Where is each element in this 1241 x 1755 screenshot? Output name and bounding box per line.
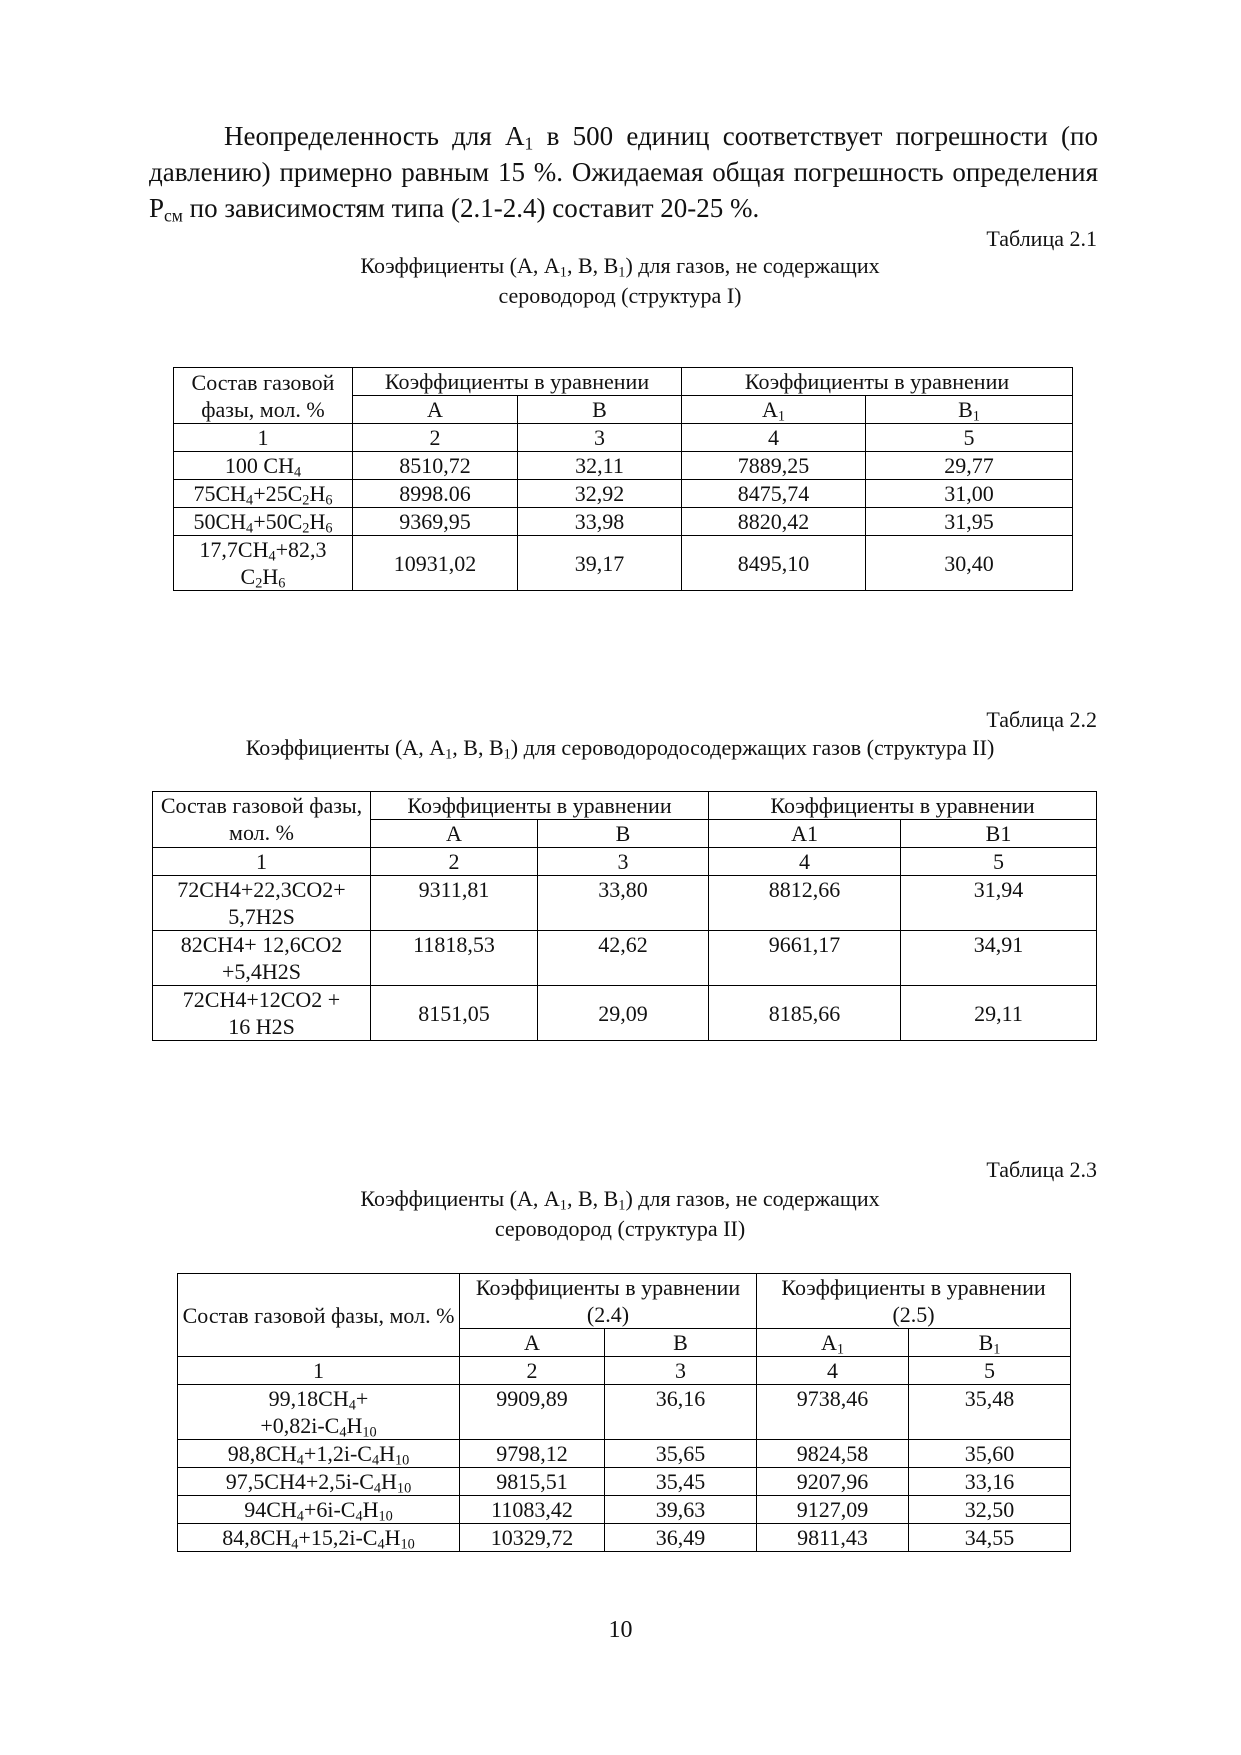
t3-r5-b: 36,49 bbox=[605, 1524, 757, 1552]
t3-r2-s3: 10 bbox=[395, 1452, 410, 1469]
t3-r3-p1: 97,5CH4+2,5i-C bbox=[225, 1469, 374, 1494]
t1-r1-a1: 7889,25 bbox=[682, 452, 866, 480]
t1-r2-p2: +25C bbox=[253, 481, 303, 506]
t3-r5-p1: 84,8CH bbox=[222, 1525, 292, 1550]
t3-r4-s2: 4 bbox=[355, 1508, 363, 1525]
table-row bbox=[174, 452, 1073, 480]
t3-num-4: 4 bbox=[757, 1357, 909, 1385]
t1-r4-s1: 4 bbox=[268, 548, 276, 565]
t2-r1-comp bbox=[153, 876, 371, 931]
t3-num-2: 2 bbox=[460, 1357, 605, 1385]
t1-r3-p2: +50C bbox=[253, 509, 303, 534]
table-row bbox=[178, 1524, 1071, 1552]
table2-title bbox=[120, 733, 1120, 763]
t2-r3-comp2: 16 H2S bbox=[228, 1014, 295, 1039]
t1-r4-b: 39,17 bbox=[518, 536, 682, 591]
t3-r3-a: 9815,51 bbox=[460, 1468, 605, 1496]
t3-r2-s2: 4 bbox=[371, 1452, 380, 1469]
t3-subheader-a1 bbox=[757, 1329, 909, 1357]
t2-title-sub1: 1 bbox=[445, 746, 453, 763]
t3-r4-b: 39,63 bbox=[605, 1496, 757, 1524]
t1-b1-sub: 1 bbox=[972, 408, 980, 425]
t1-title-mid: , В, В bbox=[566, 253, 619, 278]
t2-num-4: 4 bbox=[709, 848, 901, 876]
t3-r5-b1: 34,55 bbox=[909, 1524, 1071, 1552]
table-row bbox=[153, 986, 1097, 1041]
t3-title-tail: для газов, не содержащих bbox=[632, 1186, 880, 1211]
table-row bbox=[153, 876, 1097, 931]
t1-a1-letter: А bbox=[761, 397, 778, 422]
t3-r5-comp bbox=[178, 1524, 460, 1552]
table3-title bbox=[120, 1184, 1120, 1244]
t1-subheader-a: А bbox=[353, 396, 518, 424]
t3-title-sub1: 1 bbox=[559, 1197, 567, 1214]
t1-r2-p1: 75CH bbox=[193, 481, 247, 506]
t1-r2-b: 32,92 bbox=[518, 480, 682, 508]
t1-r2-s1: 4 bbox=[246, 492, 254, 509]
t1-num-4: 4 bbox=[682, 424, 866, 452]
t1-r1-c1: 100 CH bbox=[224, 453, 294, 478]
t3-r2-comp bbox=[178, 1440, 460, 1468]
t3-title-prefix: Коэффициенты (А, А bbox=[360, 1186, 560, 1211]
t1-subheader-b1 bbox=[866, 396, 1073, 424]
t3-r5-a: 10329,72 bbox=[460, 1524, 605, 1552]
t1-r2-p3: H bbox=[309, 481, 326, 506]
t1-r2-comp bbox=[174, 480, 353, 508]
t1-r3-a: 9369,95 bbox=[353, 508, 518, 536]
t2-header-group-a: Коэффициенты в уравнении bbox=[371, 792, 709, 820]
t3-header-group-b: Коэффициенты в уравнении (2.5) bbox=[757, 1274, 1071, 1329]
t3-r1-b1: 35,48 bbox=[909, 1385, 1071, 1440]
t1-header-group-a: Коэффициенты в уравнении bbox=[353, 368, 682, 396]
t2-r1-a: 9311,81 bbox=[371, 876, 538, 931]
t1-title-prefix: Коэффициенты (А, А bbox=[360, 253, 560, 278]
t2-r3-comp1: 72CH4+12CO2 + bbox=[182, 987, 341, 1012]
t1-r3-p3: H bbox=[309, 509, 326, 534]
t1-r2-b1: 31,00 bbox=[866, 480, 1073, 508]
t3-r2-a: 9798,12 bbox=[460, 1440, 605, 1468]
t3-r1-a1: 9738,46 bbox=[757, 1385, 909, 1440]
t1-r4-s4: 6 bbox=[278, 575, 286, 592]
t3-r3-a1: 9207,96 bbox=[757, 1468, 909, 1496]
t3-subheader-b1 bbox=[909, 1329, 1071, 1357]
t1-header-group-b: Коэффициенты в уравнении bbox=[682, 368, 1073, 396]
t1-number-row bbox=[174, 424, 1073, 452]
t3-r4-s3: 10 bbox=[378, 1508, 393, 1525]
t3-r4-p3: H bbox=[362, 1497, 379, 1522]
t2-r3-a: 8151,05 bbox=[371, 986, 538, 1041]
t3-r1-p3: +0,82i-C bbox=[260, 1413, 340, 1438]
t3-r4-p2: +6i-C bbox=[303, 1497, 356, 1522]
t1-r2-a: 8998.06 bbox=[353, 480, 518, 508]
table-2-3 bbox=[177, 1273, 1071, 1552]
t3-b1-sub: 1 bbox=[993, 1341, 1001, 1358]
page-number: 10 bbox=[608, 1617, 633, 1643]
t1-r2-s2: 2 bbox=[302, 492, 310, 509]
t3-r1-a: 9909,89 bbox=[460, 1385, 605, 1440]
table-2-1 bbox=[173, 367, 1073, 591]
t3-r4-p1: 94CH bbox=[244, 1497, 297, 1522]
table-row bbox=[174, 536, 1073, 591]
t2-subheader-a1: А1 bbox=[709, 820, 901, 848]
t1-r4-p3: C bbox=[240, 564, 256, 589]
t1-num-3: 3 bbox=[518, 424, 682, 452]
t3-num-1: 1 bbox=[178, 1357, 460, 1385]
table1-title bbox=[120, 251, 1120, 311]
t1-r3-a1: 8820,42 bbox=[682, 508, 866, 536]
t2-r2-a: 11818,53 bbox=[371, 931, 538, 986]
t3-r5-s1: 4 bbox=[291, 1536, 299, 1553]
t2-r2-b1: 34,91 bbox=[901, 931, 1097, 986]
t3-num-5: 5 bbox=[909, 1357, 1071, 1385]
t1-r3-comp bbox=[174, 508, 353, 536]
t3-subheader-b: В bbox=[605, 1329, 757, 1357]
t3-a1-letter: А bbox=[820, 1330, 837, 1355]
intro-text-3: по зависимостям типа (2.1-2.4) составит 20-25 %. bbox=[182, 193, 760, 223]
t1-r4-b1: 30,40 bbox=[866, 536, 1073, 591]
table-row bbox=[153, 931, 1097, 986]
t1-subheader-a1 bbox=[682, 396, 866, 424]
t3-num-3: 3 bbox=[605, 1357, 757, 1385]
t1-r4-a: 10931,02 bbox=[353, 536, 518, 591]
t1-subheader-b: В bbox=[518, 396, 682, 424]
intro-text-1: Неопределенность для А bbox=[224, 121, 525, 151]
t2-num-2: 2 bbox=[371, 848, 538, 876]
t2-r2-b: 42,62 bbox=[538, 931, 709, 986]
intro-text-2: в 500 единиц соответствует погрешности (по давлению) примерно равным 15 %. Ожидаемая общая погрешность определения Р bbox=[149, 121, 1098, 223]
t3-r2-b: 35,65 bbox=[605, 1440, 757, 1468]
t2-header-composition: Состав газовой фазы, мол. % bbox=[153, 792, 371, 848]
t3-r1-s3: 4 bbox=[339, 1424, 347, 1441]
t3-r5-p2: +15,2i-C bbox=[298, 1525, 378, 1550]
t1-r4-p2: +82,3 bbox=[275, 537, 327, 562]
t2-r3-b1: 29,11 bbox=[901, 986, 1097, 1041]
table1-label: Таблица 2.1 bbox=[986, 226, 1097, 251]
t1-r4-a1: 8495,10 bbox=[682, 536, 866, 591]
t1-r4-p4: H bbox=[262, 564, 279, 589]
t2-r1-b: 33,80 bbox=[538, 876, 709, 931]
t1-r3-b: 33,98 bbox=[518, 508, 682, 536]
t2-r3-a1: 8185,66 bbox=[709, 986, 901, 1041]
t3-r3-s2: 10 bbox=[396, 1480, 412, 1497]
t1-title-tail: для газов, не содержащих bbox=[632, 253, 880, 278]
t1-title-sub2: 1 bbox=[618, 264, 626, 281]
t1-title-sub1: 1 bbox=[559, 264, 567, 281]
t1-r1-c1s: 4 bbox=[293, 464, 302, 481]
t3-subheader-a: А bbox=[460, 1329, 605, 1357]
t2-title-tail: для сероводородосодержащих газов (структура II) bbox=[518, 735, 995, 760]
t1-r3-b1: 31,95 bbox=[866, 508, 1073, 536]
t3-title-sub2: 1 bbox=[618, 1197, 626, 1214]
t2-num-3: 3 bbox=[538, 848, 709, 876]
t3-r5-a1: 9811,43 bbox=[757, 1524, 909, 1552]
t3-header-group-a: Коэффициенты в уравнении (2.4) bbox=[460, 1274, 757, 1329]
t2-num-5: 5 bbox=[901, 848, 1097, 876]
table-row bbox=[174, 508, 1073, 536]
table-row bbox=[174, 480, 1073, 508]
t2-number-row bbox=[153, 848, 1097, 876]
t3-header-composition: Состав газовой фазы, мол. % bbox=[178, 1274, 460, 1357]
t2-r1-a1: 8812,66 bbox=[709, 876, 901, 931]
t1-r4-comp bbox=[174, 536, 353, 591]
t3-title-close: ) bbox=[625, 1186, 633, 1211]
t3-r3-s1: 4 bbox=[373, 1480, 382, 1497]
t1-r2-a1: 8475,74 bbox=[682, 480, 866, 508]
t2-r2-a1: 9661,17 bbox=[709, 931, 901, 986]
t1-a1-sub: 1 bbox=[777, 408, 786, 425]
t2-r2-comp2: +5,4H2S bbox=[221, 959, 302, 984]
table3-label: Таблица 2.3 bbox=[986, 1157, 1097, 1182]
t3-r5-p3: H bbox=[384, 1525, 401, 1550]
t2-r1-comp2: 5,7H2S bbox=[228, 904, 295, 929]
intro-sub-1: 1 bbox=[524, 133, 534, 154]
t3-r1-s1: 4 bbox=[348, 1397, 356, 1414]
t2-header-group-b: Коэффициенты в уравнении bbox=[709, 792, 1097, 820]
t3-r3-b1: 33,16 bbox=[909, 1468, 1071, 1496]
t1-title-line2: сероводород (структура I) bbox=[498, 283, 742, 308]
t3-r5-s2: 4 bbox=[377, 1536, 385, 1553]
t1-r3-s3: 6 bbox=[325, 520, 333, 537]
t1-r3-p1: 50CH bbox=[193, 509, 247, 534]
intro-sub-2: см bbox=[164, 205, 183, 226]
t2-r3-b: 29,09 bbox=[538, 986, 709, 1041]
t1-r4-p1: 17,7CH bbox=[199, 537, 269, 562]
t1-r4-s3: 2 bbox=[255, 575, 263, 592]
t3-r4-a1: 9127,09 bbox=[757, 1496, 909, 1524]
table-row bbox=[178, 1468, 1071, 1496]
t2-title-sub2: 1 bbox=[503, 746, 511, 763]
t3-title-mid: , В, В bbox=[566, 1186, 619, 1211]
t2-title-mid: , В, В bbox=[452, 735, 504, 760]
t3-r4-a: 11083,42 bbox=[460, 1496, 605, 1524]
intro-paragraph bbox=[149, 118, 1098, 226]
t3-b1-letter: В bbox=[978, 1330, 994, 1355]
t1-num-1: 1 bbox=[174, 424, 353, 452]
t2-subheader-b: В bbox=[538, 820, 709, 848]
t3-r4-comp bbox=[178, 1496, 460, 1524]
t3-number-row bbox=[178, 1357, 1071, 1385]
t1-title-close: ) bbox=[625, 253, 633, 278]
t3-r3-comp bbox=[178, 1468, 460, 1496]
t3-r2-b1: 35,60 bbox=[909, 1440, 1071, 1468]
t3-r2-a1: 9824,58 bbox=[757, 1440, 909, 1468]
t2-r3-comp bbox=[153, 986, 371, 1041]
t3-r1-p1: 99,18CH bbox=[268, 1386, 349, 1411]
table-row bbox=[178, 1440, 1071, 1468]
t3-r1-p2: + bbox=[355, 1386, 369, 1411]
t2-subheader-a: А bbox=[371, 820, 538, 848]
t2-title-close: ) bbox=[510, 735, 519, 760]
t1-r2-s3: 6 bbox=[325, 492, 333, 509]
t2-subheader-b1: В1 bbox=[901, 820, 1097, 848]
table-row bbox=[178, 1385, 1071, 1440]
table-row bbox=[178, 1496, 1071, 1524]
t1-r1-b: 32,11 bbox=[518, 452, 682, 480]
t2-title-prefix: Коэффициенты (А, А bbox=[245, 735, 446, 760]
t3-r1-comp bbox=[178, 1385, 460, 1440]
t2-r2-comp bbox=[153, 931, 371, 986]
t3-r1-p4: H bbox=[346, 1413, 363, 1438]
t3-a1-sub: 1 bbox=[836, 1341, 845, 1358]
t3-r2-p3: H bbox=[379, 1441, 395, 1466]
t3-r2-p2: +1,2i-C bbox=[303, 1441, 372, 1466]
t1-r3-s1: 4 bbox=[246, 520, 254, 537]
t3-r3-b: 35,45 bbox=[605, 1468, 757, 1496]
t3-title-line2: сероводород (структура II) bbox=[494, 1216, 746, 1241]
t1-r1-b1: 29,77 bbox=[866, 452, 1073, 480]
t2-r1-comp1: 72CH4+22,3CO2+ bbox=[177, 877, 346, 902]
t3-r1-s4: 10 bbox=[362, 1424, 377, 1441]
t1-r1-comp bbox=[174, 452, 353, 480]
t2-num-1: 1 bbox=[153, 848, 371, 876]
t3-r4-s1: 4 bbox=[296, 1508, 304, 1525]
t1-r1-a: 8510,72 bbox=[353, 452, 518, 480]
t3-r5-s3: 10 bbox=[400, 1536, 415, 1553]
t3-r4-b1: 32,50 bbox=[909, 1496, 1071, 1524]
t3-r2-s1: 4 bbox=[296, 1452, 304, 1469]
table2-label: Таблица 2.2 bbox=[986, 707, 1097, 732]
t1-b1-letter: В bbox=[958, 397, 973, 422]
t1-r3-s2: 2 bbox=[302, 520, 310, 537]
t1-num-2: 2 bbox=[353, 424, 518, 452]
t1-num-5: 5 bbox=[866, 424, 1073, 452]
t3-r1-b: 36,16 bbox=[605, 1385, 757, 1440]
t2-r1-b1: 31,94 bbox=[901, 876, 1097, 931]
t1-header-composition: Состав газовой фазы, мол. % bbox=[174, 368, 353, 424]
t3-r3-p2: H bbox=[381, 1469, 397, 1494]
t3-r2-p1: 98,8CH bbox=[227, 1441, 297, 1466]
table-2-2 bbox=[152, 791, 1097, 1041]
t2-r2-comp1: 82CH4+ 12,6CO2 bbox=[180, 932, 343, 957]
